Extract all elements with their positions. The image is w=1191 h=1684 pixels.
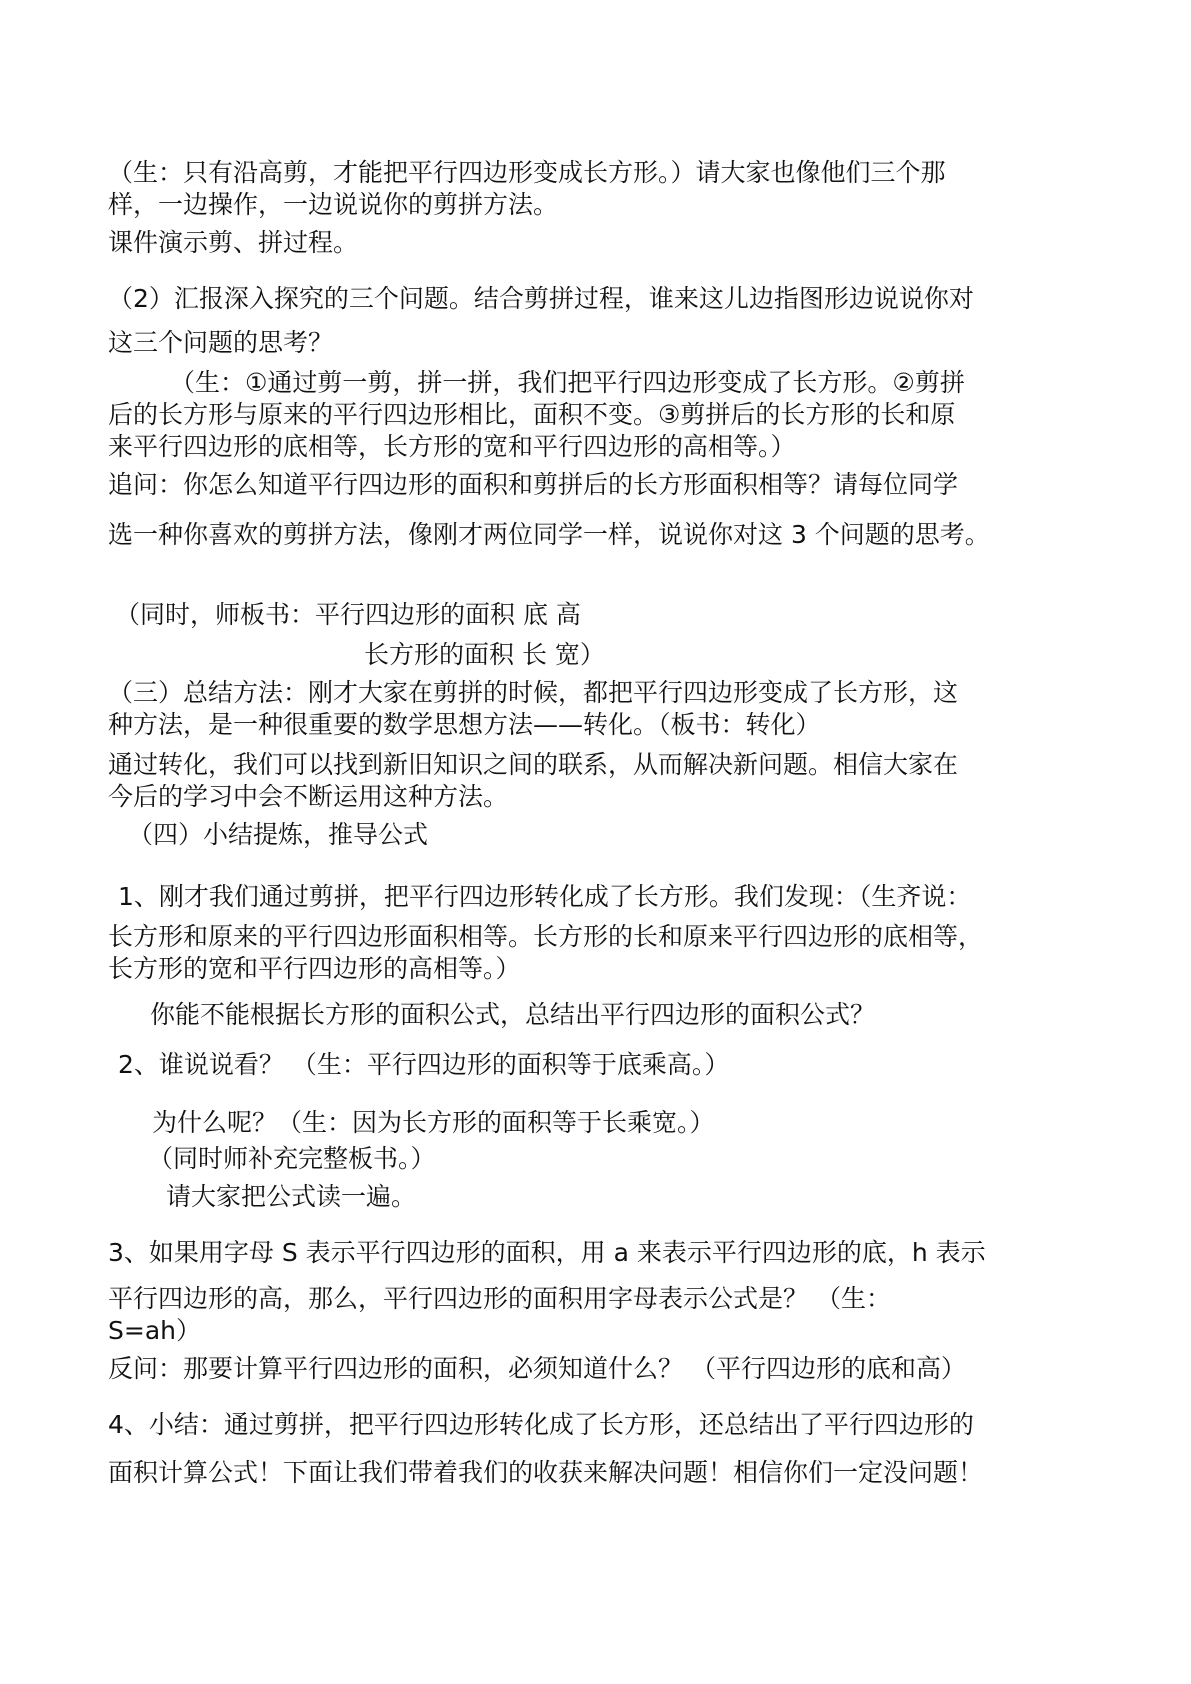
board-line: 长方形的面积 长 宽） — [364, 640, 605, 669]
text-line: 长方形和原来的平行四边形面积相等。长方形的长和原来平行四边形的底相等， — [108, 922, 984, 951]
text-line: 追问：你怎么知道平行四边形的面积和剪拼后的长方形面积相等？请每位同学 — [108, 470, 959, 499]
text-line: 这三个问题的思考？ — [108, 328, 334, 357]
section-heading: （四）小结提炼，推导公式 — [128, 820, 429, 849]
text-line: 来平行四边形的底相等，长方形的宽和平行四边形的高相等。） — [108, 432, 796, 461]
text-line: 课件演示剪、拼过程。 — [108, 228, 359, 257]
text-line: 后的长方形与原来的平行四边形相比，面积不变。③剪拼后的长方形的长和原 — [108, 400, 956, 429]
text-line: 反问：那要计算平行四边形的面积，必须知道什么？ （平行四边形的底和高） — [108, 1354, 966, 1383]
text-line: 样，一边操作，一边说说你的剪拼方法。 — [108, 190, 559, 219]
text-line: S=ah） — [108, 1316, 201, 1345]
text-line: 面积计算公式！下面让我们带着我们的收获来解决问题！相信你们一定没问题！ — [108, 1458, 984, 1487]
board-line: （同时，师板书：平行四边形的面积 底 高 — [115, 600, 581, 629]
text-line: 4、小结：通过剪拼，把平行四边形转化成了长方形，还总结出了平行四边形的 — [108, 1410, 974, 1439]
text-line: （生：①通过剪一剪，拼一拼，我们把平行四边形变成了长方形。②剪拼 — [170, 368, 965, 397]
text-line: 3、如果用字母 S 表示平行四边形的面积，用 a 来表示平行四边形的底，h 表示 — [108, 1238, 986, 1267]
text-line: 为什么呢？（生：因为长方形的面积等于长乘宽。） — [152, 1108, 715, 1137]
text-line: 今后的学习中会不断运用这种方法。 — [108, 782, 509, 811]
text-line: 选一种你喜欢的剪拼方法，像刚才两位同学一样，说说你对这 3 个问题的思考。 — [108, 520, 990, 549]
text-line: 平行四边形的高，那么，平行四边形的面积用字母表示公式是？ （生： — [108, 1284, 891, 1313]
text-line: 2、谁说说看？ （生：平行四边形的面积等于底乘高。） — [118, 1050, 730, 1079]
text-line: （三）总结方法：刚才大家在剪拼的时候，都把平行四边形变成了长方形，这 — [108, 678, 959, 707]
text-line: （2）汇报深入探究的三个问题。结合剪拼过程，谁来这儿边指图形边说说你对 — [108, 284, 974, 313]
text-line: 1、刚才我们通过剪拼，把平行四边形转化成了长方形。我们发现：（生齐说： — [118, 882, 972, 911]
text-line: 通过转化，我们可以找到新旧知识之间的联系，从而解决新问题。相信大家在 — [108, 750, 959, 779]
text-line: 长方形的宽和平行四边形的高相等。） — [108, 954, 521, 983]
text-line: 你能不能根据长方形的面积公式，总结出平行四边形的面积公式？ — [150, 1000, 876, 1029]
text-line: （同时师补充完整板书。） — [148, 1144, 436, 1173]
text-line: 请大家把公式读一遍。 — [166, 1182, 417, 1211]
text-line: （生：只有沿高剪，才能把平行四边形变成长方形。）请大家也像他们三个那 — [108, 158, 946, 187]
text-line: 种方法，是一种很重要的数学思想方法——转化。（板书：转化） — [108, 710, 821, 739]
